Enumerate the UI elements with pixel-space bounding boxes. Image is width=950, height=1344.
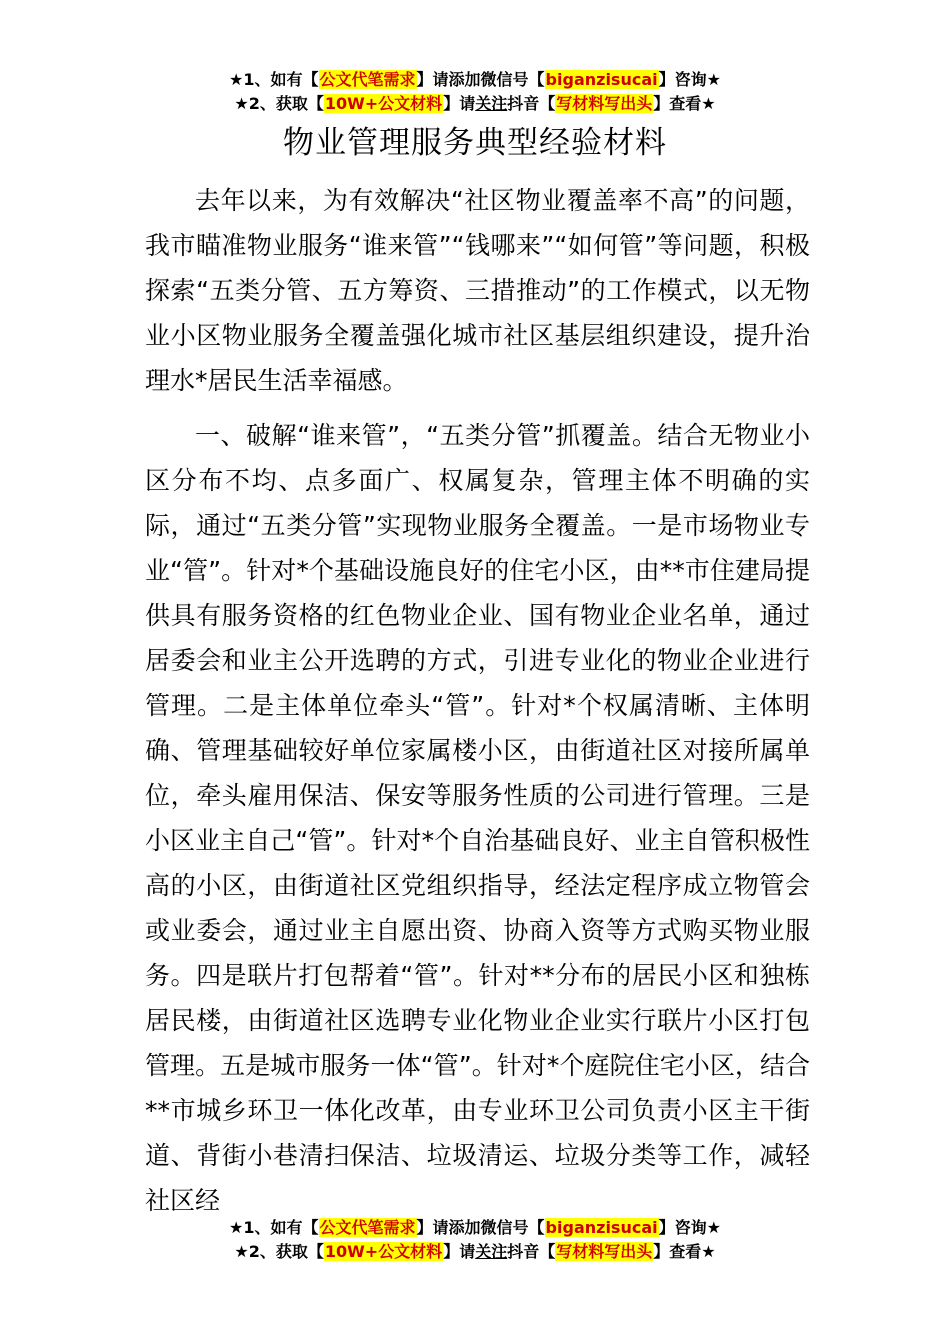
highlight-account: 写材料写出头: [556, 94, 653, 113]
underlined-follow: 关注: [475, 94, 508, 113]
banner-text: 】请: [443, 1242, 476, 1261]
banner-line-2: [0, 1240, 950, 1264]
banner-line-1: [0, 1216, 950, 1240]
banner-text: 2、获取【: [248, 94, 324, 113]
star-icon: ★: [701, 94, 716, 113]
banner-text: 1、如有【: [243, 70, 319, 89]
highlight-materials: 10W+公文材料: [324, 1242, 443, 1261]
highlight-service: 公文代笔需求: [319, 70, 416, 89]
banner-text: 】请: [443, 94, 476, 113]
highlight-account: 写材料写出头: [556, 1242, 653, 1261]
paragraph-section-1: 一、破解“谁来管”，“五类分管”抓覆盖。结合无物业小区分布不均、点多面广、权属复杂，管理主体不明确的实际，通过“五类分管”实现物业服务全覆盖。一是市场物业专业“管”。针对*个基础设施良好的住宅小区，由**市住建局提供具有服务资格的红色物业企业、国有物业企业名单，通过居委会和业主公开选聘的方式，引进专业化的物业企业进行管理。二是主体单位牵头“管”。针对*个权属清晰、主体明确、管理基础较好单位家属楼小区，由街道社区对接所属单位，牵头雇用保洁、保安等服务性质的公司进行管理。三是小区业主自己“管”。针对*个自治基础良好、业主自管积极性高的小区，由街道社区党组织指导，经法定程序成立物管会或业委会，通过业主自愿出资、协商入资等方式购买物业服务。四是联片打包帮着“管”。针对**分布的居民小区和独栋居民楼，由街道社区选聘专业化物业企业实行联片小区打包管理。五是城市服务一体“管”。针对*个庭院住宅小区，结合**市城乡环卫一体化改革，由专业环卫公司负责小区主干街道、背街小巷清扫保洁、垃圾清运、垃圾分类等工作，减轻社区经: [145, 421, 810, 1215]
banner-text: 抖音【: [507, 94, 556, 113]
banner-text: 1、如有【: [243, 1218, 319, 1237]
paragraph-intro: 去年以来，为有效解决“社区物业覆盖率不高”的问题，我市瞄准物业服务“谁来管”“钱哪来”“如何管”等问题，积极探索“五类分管、五方筹资、三措推动”的工作模式，以无物业小区物业服务全覆盖强化城市社区基层组织建设，提升治理水*居民生活幸福感。: [145, 186, 810, 395]
header-banner: [0, 68, 950, 116]
star-icon: ★: [701, 1242, 716, 1261]
highlight-materials: 10W+公文材料: [324, 94, 443, 113]
star-icon: ★: [706, 70, 721, 89]
banner-text: 】查看: [653, 94, 702, 113]
star-icon: ★: [229, 1218, 244, 1237]
banner-text: 】请添加微信号【: [416, 70, 545, 89]
underlined-follow: 关注: [475, 1242, 508, 1261]
document-title: 物业管理服务典型经验材料: [283, 125, 667, 161]
banner-text: 抖音【: [507, 1242, 556, 1261]
highlight-wechat-id: biganzisucai: [545, 1218, 658, 1237]
document-body: [145, 178, 810, 1223]
banner-line-1: [0, 68, 950, 92]
star-icon: ★: [234, 1242, 249, 1261]
banner-text: 2、获取【: [248, 1242, 324, 1261]
highlight-service: 公文代笔需求: [319, 1218, 416, 1237]
highlight-wechat-id: biganzisucai: [545, 70, 658, 89]
banner-text: 】咨询: [658, 1218, 707, 1237]
banner-text: 】查看: [653, 1242, 702, 1261]
banner-text: 】咨询: [658, 70, 707, 89]
banner-text: 】请添加微信号【: [416, 1218, 545, 1237]
banner-line-2: [0, 92, 950, 116]
star-icon: ★: [229, 70, 244, 89]
footer-banner: [0, 1216, 950, 1264]
star-icon: ★: [706, 1218, 721, 1237]
star-icon: ★: [234, 94, 249, 113]
